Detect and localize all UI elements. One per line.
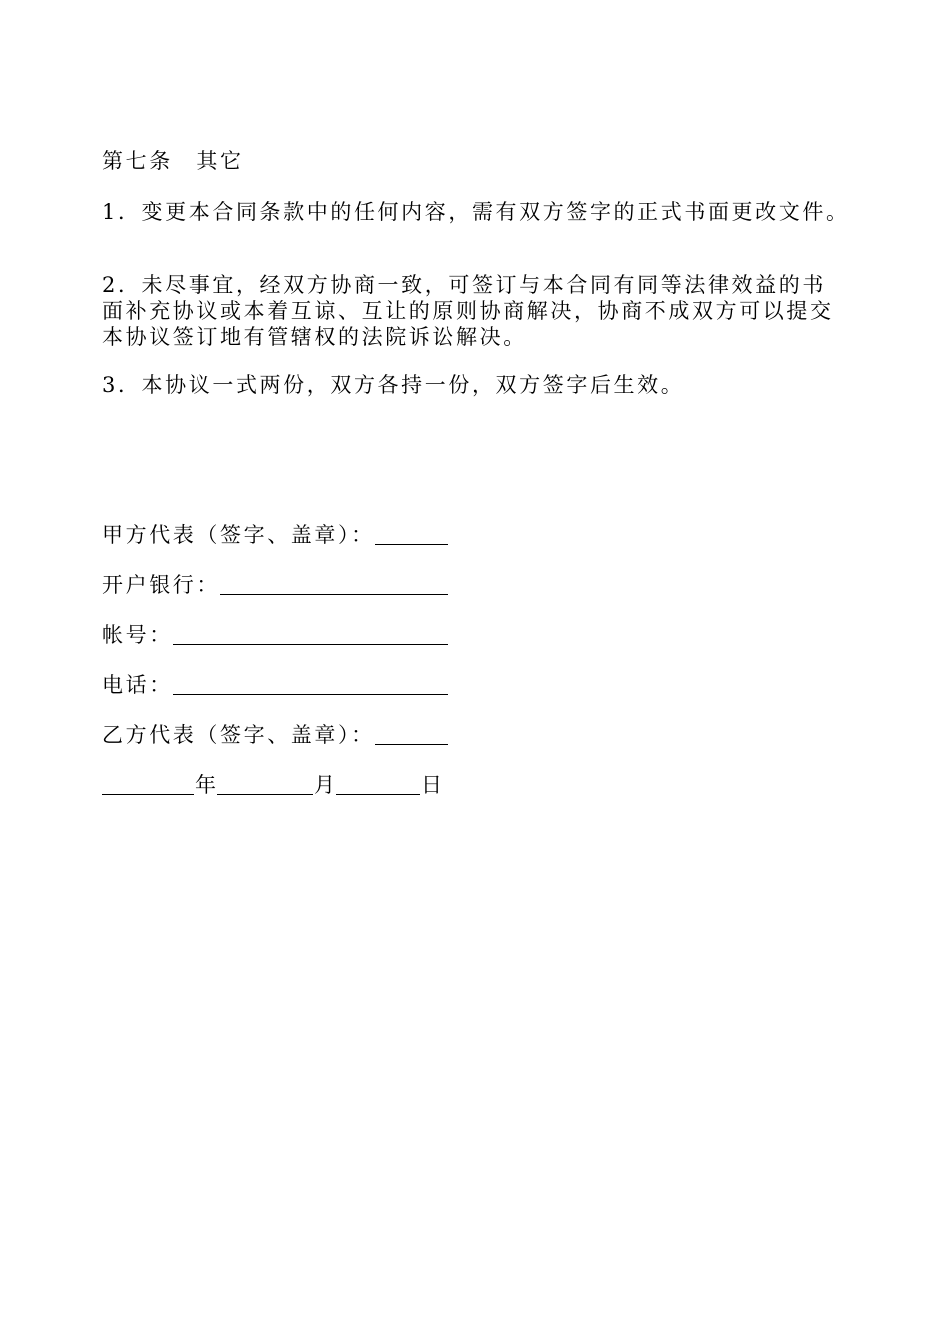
clause-2-line: 2．未尽事宜，经双方协商一致，可签订与本合同有同等法律效益的书 xyxy=(102,273,826,297)
month-label: 月 xyxy=(314,773,335,797)
phone-label: 电话： xyxy=(102,673,173,697)
clause-2-line: 面补充协议或本着互谅、互让的原则协商解决，协商不成双方可以提交 xyxy=(102,299,834,323)
party-a-blank-line[interactable] xyxy=(375,544,448,545)
party-a-signature-field xyxy=(102,521,448,549)
article-heading: 第七条 其它 xyxy=(102,149,244,173)
clause-3: 3．本协议一式两份，双方各持一份，双方签字后生效。 xyxy=(102,373,685,397)
bank-field xyxy=(102,571,448,599)
year-blank-line[interactable] xyxy=(102,794,194,795)
phone-blank-line[interactable] xyxy=(173,694,448,695)
clause-2 xyxy=(102,272,834,350)
account-label: 帐号： xyxy=(102,623,173,647)
clause-2-line: 本协议签订地有管辖权的法院诉讼解决。 xyxy=(102,325,527,349)
bank-label: 开户银行： xyxy=(102,573,220,597)
day-blank-line[interactable] xyxy=(336,794,420,795)
party-b-signature-field xyxy=(102,721,448,749)
account-blank-line[interactable] xyxy=(173,644,448,645)
party-a-label: 甲方代表（签字、盖章）： xyxy=(102,523,375,547)
account-field xyxy=(102,621,448,649)
date-field xyxy=(102,771,448,799)
month-blank-line[interactable] xyxy=(217,794,313,795)
party-b-label: 乙方代表（签字、盖章）： xyxy=(102,723,375,747)
bank-blank-line[interactable] xyxy=(220,594,448,595)
clause-1: 1．变更本合同条款中的任何内容，需有双方签字的正式书面更改文件。 xyxy=(102,200,850,224)
year-label: 年 xyxy=(195,773,216,797)
party-b-blank-line[interactable] xyxy=(375,744,448,745)
day-label: 日 xyxy=(421,773,442,797)
phone-field xyxy=(102,671,448,699)
